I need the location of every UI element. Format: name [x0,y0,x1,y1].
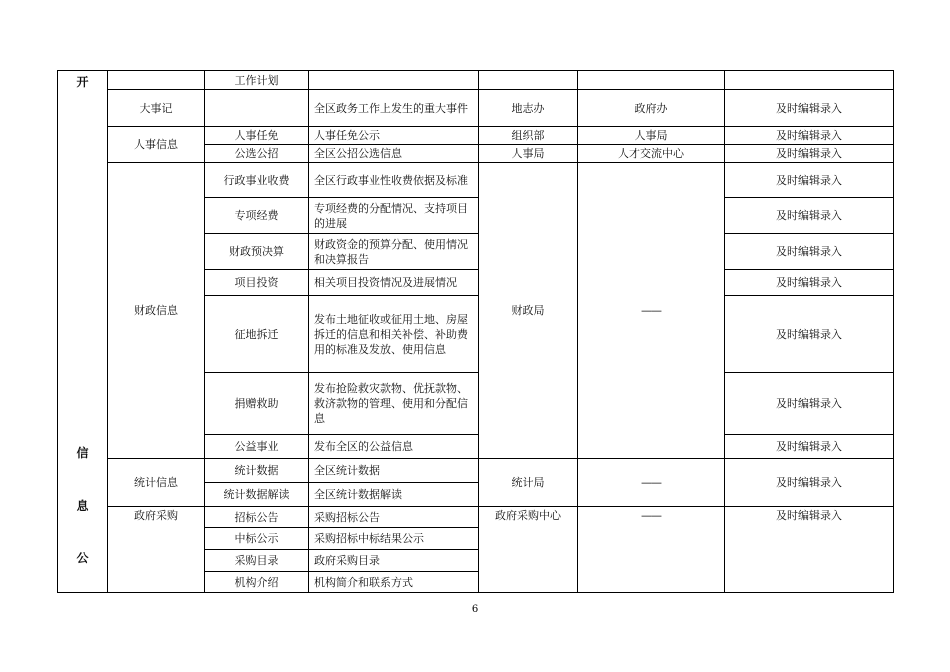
responsible-dept-cell: 政府采购中心 [479,507,578,593]
subcategory-cell: 中标公示 [205,528,309,550]
subcategory-cell: 机构介绍 [205,572,309,593]
content-cell: 全区统计数据解读 [309,483,479,507]
subcategory-cell: 统计数据解读 [205,483,309,507]
cooperating-dept-cell: 人事局 [578,127,725,145]
subcategory-cell: 公益事业 [205,435,309,459]
requirement-cell: 及时编辑录入 [725,435,894,459]
requirement-cell: 及时编辑录入 [725,270,894,296]
subcategory-cell: 行政事业收费 [205,163,309,198]
requirement-cell: 及时编辑录入 [725,296,894,373]
table-row [58,163,894,198]
category-cell: 人事信息 [108,127,205,163]
cooperating-dept-cell: —— [578,163,725,459]
subcategory-cell: 招标公告 [205,507,309,528]
requirement-cell: 及时编辑录入 [725,459,894,507]
section-char: 公 [76,551,89,565]
content-cell: 政府采购目录 [309,550,479,572]
subcategory-cell: 人事任免 [205,127,309,145]
cooperating-dept-cell: 人才交流中心 [578,145,725,163]
content-cell: 发布抢险救灾款物、优抚款物、救济款物的管理、使用和分配信息 [309,373,479,435]
subcategory-cell [205,90,309,127]
requirement-cell: 及时编辑录入 [725,127,894,145]
responsible-dept-cell: 组织部 [479,127,578,145]
section-label-column [58,71,108,593]
content-cell: 全区公招公选信息 [309,145,479,163]
requirement-cell: 及时编辑录入 [725,145,894,163]
table-row [58,459,894,483]
responsible-dept-cell: 财政局 [479,163,578,459]
section-char: 信 [76,446,89,460]
requirement-cell: 及时编辑录入 [725,507,894,593]
subcategory-cell: 项目投资 [205,270,309,296]
content-cell: 发布全区的公益信息 [309,435,479,459]
subcategory-cell: 采购目录 [205,550,309,572]
cooperating-dept-cell: —— [578,459,725,507]
category-cell: 政府采购 [108,507,205,593]
content-cell [309,71,479,90]
subcategory-cell: 工作计划 [205,71,309,90]
responsible-dept-cell: 统计局 [479,459,578,507]
responsible-dept-cell: 人事局 [479,145,578,163]
content-cell: 财政资金的预算分配、使用情况和决算报告 [309,234,479,270]
content-cell: 机构简介和联系方式 [309,572,479,593]
category-cell: 财政信息 [108,163,205,459]
category-cell: 大事记 [108,90,205,127]
subcategory-cell: 财政预决算 [205,234,309,270]
table-row [58,507,894,528]
page-number: 6 [471,604,479,615]
subcategory-cell: 捐赠救助 [205,373,309,435]
responsible-dept-cell: 地志办 [479,90,578,127]
category-cell [108,71,205,90]
requirement-cell [725,71,894,90]
content-cell: 专项经费的分配情况、支持项目的进展 [309,198,479,234]
requirement-cell: 及时编辑录入 [725,373,894,435]
subcategory-cell: 公选公招 [205,145,309,163]
content-cell: 相关项目投资情况及进展情况 [309,270,479,296]
table-row [58,127,894,145]
cooperating-dept-cell [578,71,725,90]
subcategory-cell: 征地拆迁 [205,296,309,373]
content-cell: 全区政务工作上发生的重大事件 [309,90,479,127]
content-cell: 采购招标中标结果公示 [309,528,479,550]
requirement-cell: 及时编辑录入 [725,234,894,270]
subcategory-cell: 统计数据 [205,459,309,483]
responsible-dept-cell [479,71,578,90]
requirement-cell: 及时编辑录入 [725,163,894,198]
subcategory-cell: 专项经费 [205,198,309,234]
section-char: 息 [76,499,89,513]
content-cell: 全区行政事业性收费依据及标准 [309,163,479,198]
requirement-cell: 及时编辑录入 [725,198,894,234]
content-cell: 人事任免公示 [309,127,479,145]
info-disclosure-table [57,70,894,593]
cooperating-dept-cell: 政府办 [578,90,725,127]
table-row [58,71,894,90]
cooperating-dept-cell: —— [578,507,725,593]
section-char: 开 [76,75,89,89]
content-cell: 发布土地征收或征用土地、房屋拆迁的信息和相关补偿、补助费用的标准及发放、使用信息 [309,296,479,373]
table-row [58,90,894,127]
content-cell: 采购招标公告 [309,507,479,528]
content-cell: 全区统计数据 [309,459,479,483]
requirement-cell: 及时编辑录入 [725,90,894,127]
category-cell: 统计信息 [108,459,205,507]
